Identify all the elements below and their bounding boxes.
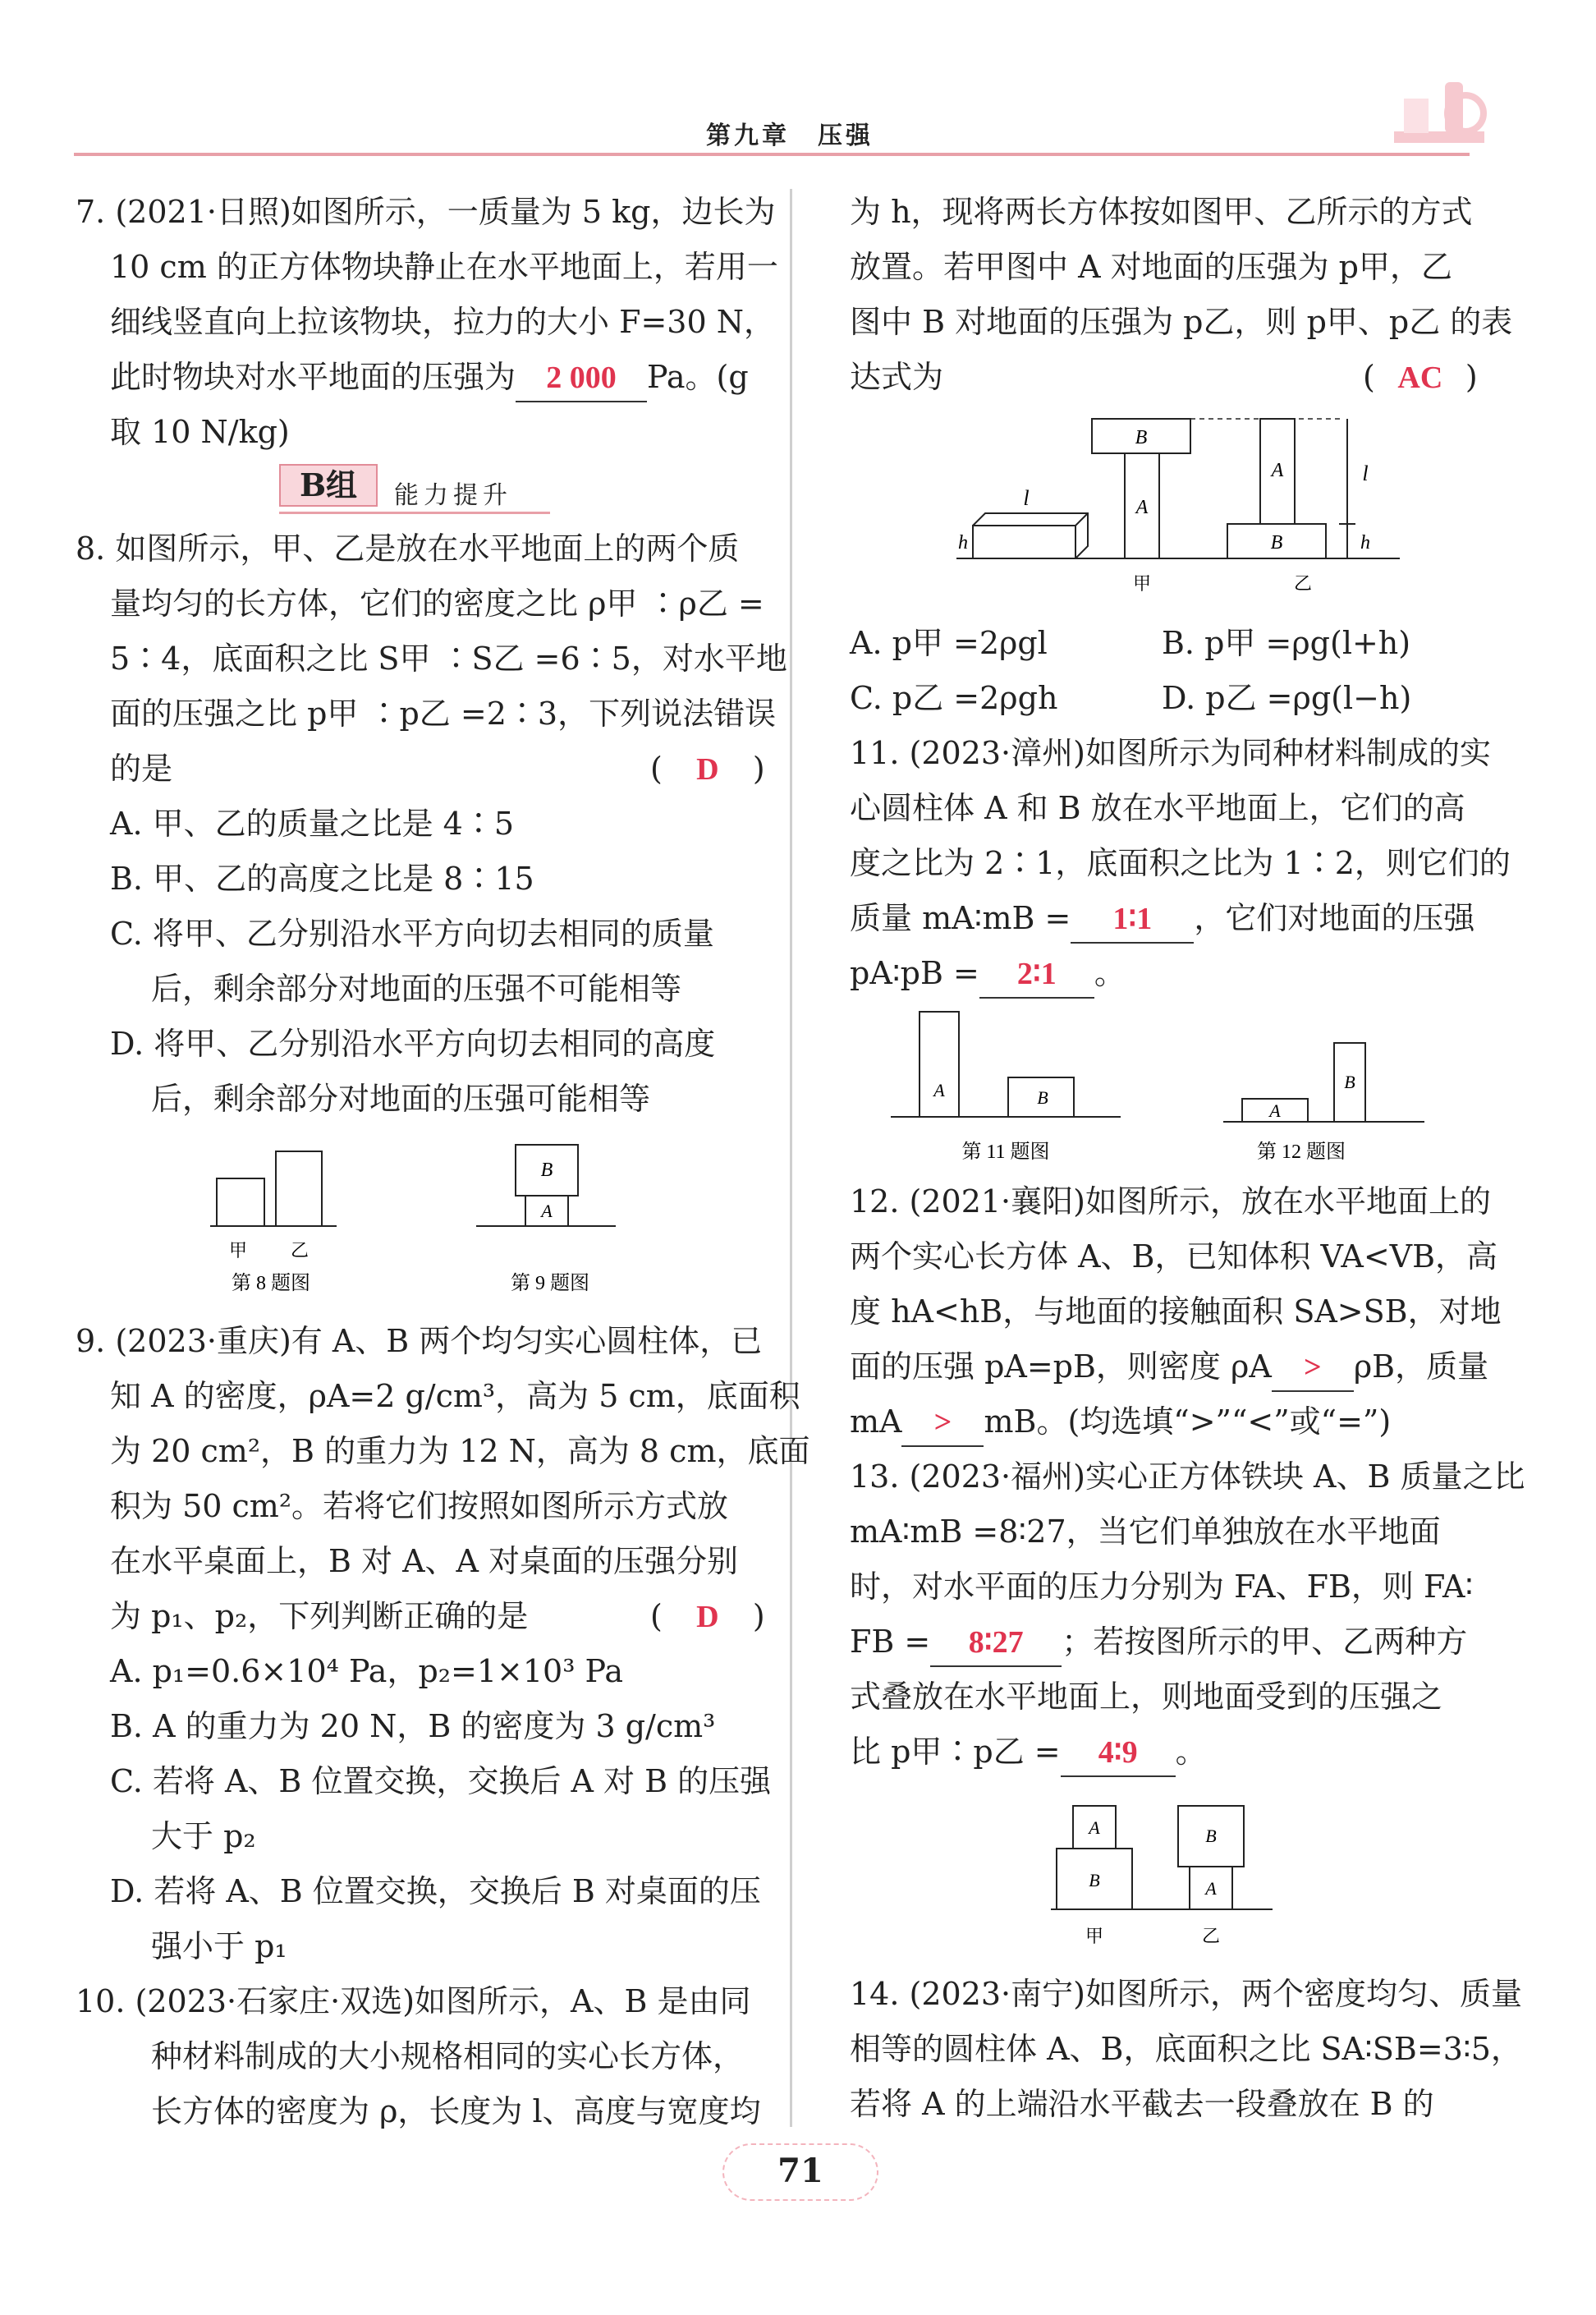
q10-answer: AC [1397,361,1443,395]
fig13-label-a: A [1089,1817,1100,1838]
fig12-caption: 第 12 题图 [1257,1141,1346,1163]
q12-text: 面的压强 pA=pB，则密度 ρA [850,1348,1272,1385]
q10-option-a: A. p甲 =2ρgl [850,625,1048,661]
q13-answer-1: 8∶27 [968,1625,1024,1660]
column-divider [790,189,792,2127]
q12-text: mB。(均选填“>”“<”或“=”) [984,1403,1392,1440]
fig10-edge [1075,513,1088,526]
fig10-label-a: A [1135,497,1149,518]
q10-options-row [850,616,1531,671]
q8-line: 面的压强之比 p甲 ∶p乙 =2∶3，下列说法错误 [110,696,777,732]
q12-line: 度 hA<hB，与地面的接触面积 SA>SB，对地 [850,1293,1502,1330]
q13-line [850,1615,1531,1670]
q13-text: FB = [850,1624,931,1660]
fig10-label-b2: B [1270,532,1283,553]
q13-text: ；若按图所示的甲、乙两种方 [1062,1624,1468,1660]
fig13-label-jia: 甲 [1085,1926,1104,1946]
q13-line [850,1725,1531,1780]
q8-option-c: C. 将甲、乙分别沿水平方向切去相同的质量 [110,916,714,952]
q9-line [76,1589,765,1644]
q10-options-row [850,671,1531,726]
q8-answer: D [696,752,719,787]
q9-option-d-cont: 强小于 p₁ [151,1928,287,1964]
fig8-block-jia [217,1178,264,1226]
fig13-label-b: B [1089,1870,1100,1890]
q8-line [76,742,765,797]
q12-line [850,1394,1531,1449]
q11-text: pA∶pB = [850,955,979,991]
fig10-dim-l: l [1362,462,1369,485]
q12-line [850,1339,1531,1394]
q13-line: 时，对水平面的压力分别为 FA、FB，则 FA∶ [850,1569,1474,1605]
q14-line: 相等的圆柱体 A、B，底面积之比 SA∶SB=3∶5， [850,2031,1522,2067]
section-badge: B组 [279,464,378,507]
fig9-label-b: B [540,1160,553,1181]
q9-option-a: A. p₁=0.6×10⁴ Pa，p₂=1×10³ Pa [110,1653,624,1689]
fig10-jia-left-block [973,526,1075,558]
fig12-label-a: A [1269,1100,1281,1121]
q7-line: 7. (2021·日照)如图所示，一质量为 5 kg，边长为 [76,194,776,230]
q9-line: 积为 50 cm²。若将它们按照如图所示方式放 [110,1488,729,1524]
q9-line: 9. (2023·重庆)有 A、B 两个均匀实心圆柱体，已 [76,1323,763,1359]
q10-line [850,350,1531,405]
q12-text: mA [850,1403,902,1440]
q8-option-c-cont: 后，剩余部分对地面的压强不可能相等 [151,971,682,1007]
q10-text: 达式为 [850,359,944,395]
q9-text: 为 p₁、p₂，下列判断正确的是 [110,1598,529,1634]
q11-line: 11. (2023·漳州)如图所示为同种材料制成的实 [850,735,1491,771]
q9-option-c: C. 若将 A、B 位置交换，交换后 A 对 B 的压强 [110,1763,772,1799]
q13-blank-2 [1061,1729,1176,1777]
q12-text: ρB，质量 [1353,1348,1489,1385]
q9-option-c-cont: 大于 p₂ [151,1818,256,1854]
q9-line: 知 A 的密度，ρA=2 g/cm³，高为 5 cm，底面积 [110,1378,800,1414]
left-column [76,185,778,460]
q13-blank-1 [930,1619,1062,1667]
page-number: 71 [777,2152,823,2190]
q8-answer-paren: ( D ) [650,742,765,797]
fig9-label-a: A [541,1201,553,1221]
q9-answer: D [696,1600,719,1634]
q7-line: 10 cm 的正方体物块静止在水平地面上，若用一 [110,249,778,285]
q13-line: 13. (2023·福州)实心正方体铁块 A、B 质量之比 [850,1458,1525,1495]
q10-line: 图中 B 对地面的压强为 p乙，则 p甲、p乙 的表 [850,304,1513,340]
q7-line: 细线竖直向上拉该物块，拉力的大小 F=30 N， [110,304,775,340]
q12-line: 两个实心长方体 A、B，已知体积 VA<VB，高 [850,1238,1498,1275]
q13-text: 。 [1175,1734,1207,1770]
q14-line: 若将 A 的上端沿水平截去一段叠放在 B 的 [850,2086,1434,2122]
fig13-label-a2: A [1205,1878,1217,1899]
left-column-q9 [76,1314,810,2139]
fig8-label-yi: 乙 [290,1240,310,1261]
q7-text: 此时物块对水平地面的压强为 [110,359,516,395]
figure-10 [948,411,1408,608]
q13-answer-2: 4∶9 [1098,1735,1138,1770]
q14-line: 14. (2023·南宁)如图所示，两个密度均匀、质量 [850,1976,1522,2012]
q11-blank-2 [979,950,1094,999]
left-column-q8 [76,521,787,1127]
q11-line: 心圆柱体 A 和 B 放在水平地面上，它们的高 [850,790,1465,826]
figure-11 [887,1002,1133,1174]
fig10-label-b: B [1135,427,1148,448]
q12-blank-2 [901,1399,984,1447]
q10-answer-paren: ( AC ) [1363,350,1478,406]
q11-line [850,946,1531,1001]
q8-line: 5∶4，底面积之比 S甲 ∶S乙 =6∶5，对水平地 [110,641,787,677]
q9-option-b: B. A 的重力为 20 N，B 的密度为 3 g/cm³ [110,1708,716,1744]
q13-line: mA∶mB =8∶27，当它们单独放在水平地面 [850,1513,1441,1550]
section-label: 能力提升 [394,480,512,510]
q11-text: ，它们对地面的压强 [1194,900,1475,936]
q10-line: 长方体的密度为 ρ，长度为 l、高度与宽度均 [151,2093,761,2129]
figure-8 [197,1133,361,1306]
q11-line: 度之比为 2∶1，底面积之比为 1∶2，则它们的 [850,845,1511,881]
fig8-caption: 第 8 题图 [232,1273,310,1294]
q13-line: 式叠放在水平地面上，则地面受到的压强之 [850,1679,1443,1715]
fig10-label-a2: A [1271,460,1284,481]
fig10-label-jia: 甲 [1132,573,1152,594]
figure-13 [1047,1794,1293,1959]
fig13-label-yi: 乙 [1201,1926,1221,1946]
q12-blank-1 [1272,1344,1354,1392]
q12-line: 12. (2021·襄阳)如图所示，放在水平地面上的 [850,1183,1491,1220]
fig9-caption: 第 9 题图 [511,1273,589,1294]
fig10-dim-h: h [1360,532,1370,553]
q11-answer-1: 1∶1 [1112,902,1153,936]
q10-option-b: B. p甲 =ρg(l+h) [1162,625,1411,661]
fig10-label-l: l [1023,486,1030,510]
figure-9 [468,1133,632,1306]
q8-line: 量均匀的长方体，它们的密度之比 ρ甲 ∶ρ乙 = [110,586,764,622]
q11-answer-2: 2∶1 [1016,957,1057,991]
q10-line: 为 h，现将两长方体按如图甲、乙所示的方式 [850,194,1473,230]
q10-line: 种材料制成的大小规格相同的实心长方体， [151,2038,745,2074]
q9-line: 在水平桌面上，B 对 A、A 对桌面的压强分别 [110,1543,739,1579]
fig11-label-a: A [933,1080,945,1100]
fig8-block-yi [276,1151,322,1226]
q8-option-d-cont: 后，剩余部分对地面的压强可能相等 [151,1081,651,1117]
q10-option-d: D. p乙 =ρg(l−h) [1162,680,1412,716]
q9-answer-paren: ( D ) [650,1589,765,1645]
q9-option-d: D. 若将 A、B 位置交换，交换后 B 对桌面的压 [110,1873,761,1909]
q12-answer-2: > [933,1405,952,1440]
microscope-icon [1387,66,1494,164]
right-column-q14 [850,1967,1531,2132]
figure-12 [1219,1002,1433,1174]
right-column-q10-options [850,616,1531,1001]
q10-option-c: C. p乙 =2ρgh [850,680,1058,716]
q7-text: Pa。(g [647,359,749,395]
q7-answer-blank [516,354,647,402]
q8-option-d: D. 将甲、乙分别沿水平方向切去相同的高度 [110,1026,716,1062]
q12-answer-1: > [1303,1350,1322,1385]
fig11-caption: 第 11 题图 [961,1141,1050,1163]
q8-option-b: B. 甲、乙的高度之比是 8∶15 [110,861,534,897]
fig12-label-b: B [1344,1072,1355,1092]
right-column-q10 [850,185,1531,405]
q11-text: 质量 mA∶mB = [850,900,1071,936]
q11-line [850,891,1531,946]
right-column-q12 [850,1174,1531,1780]
q7-line: 取 10 N/kg) [110,414,290,450]
header-rule [74,153,1470,156]
fig13-label-b2: B [1205,1826,1217,1846]
q10-line: 10. (2023·石家庄·双选)如图所示，A、B 是由同 [76,1983,751,2019]
fig10-jia-left-depth [973,513,1088,558]
fig10-label-h: h [958,532,968,553]
q8-option-a: A. 甲、乙的质量之比是 4∶5 [110,806,515,842]
q7-answer: 2 000 [546,361,617,395]
q13-text: 比 p甲∶p乙 = [850,1734,1061,1770]
q8-text: 的是 [110,751,173,787]
fig11-label-b: B [1037,1087,1048,1108]
q11-blank-1 [1071,895,1194,944]
q8-line: 8. 如图所示，甲、乙是放在水平地面上的两个质 [76,531,740,567]
q11-text: 。 [1094,955,1126,991]
q9-line: 为 20 cm²，B 的重力为 12 N，高为 8 cm，底面 [110,1433,810,1469]
section-b-header [279,464,512,512]
fig8-label-jia: 甲 [228,1240,248,1261]
section-underline [279,512,550,514]
fig10-label-yi: 乙 [1293,573,1313,594]
fig11-block-a [920,1012,959,1117]
q7-line [76,350,765,405]
chapter-title: 第九章 压强 [706,122,874,150]
q10-line: 放置。若甲图中 A 对地面的压强为 p甲，乙 [850,249,1453,285]
